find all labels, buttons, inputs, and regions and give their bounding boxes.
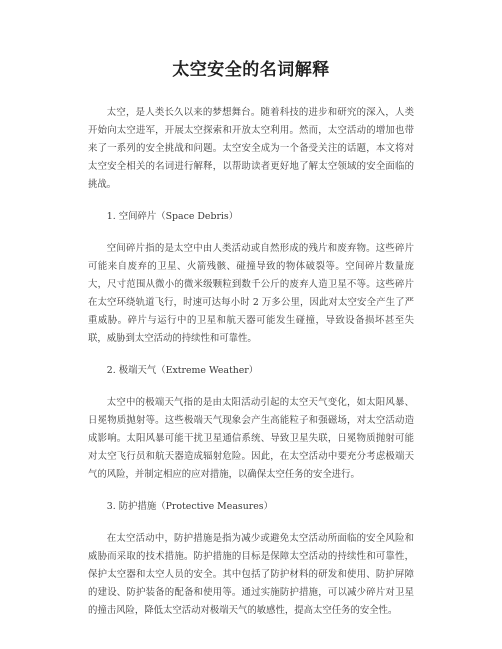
document-title: 太空安全的名词解释 — [172, 60, 330, 80]
section-extreme-weather — [88, 362, 414, 484]
section-body: 空间碎片指的是太空中由人类活动或自然形成的残片和废弃物。这些碎片可能来自废弃的卫星、火箭残骸、碰撞导致的物体破裂等。空间碎片数量庞大，尺寸范围从微小的微米级颗粒到数千公斤的废弃人造卫星不等。这些碎片在太空环绕轨道飞行，时速可达每小时 2 万多公里，因此对太空安全产生了严重威胁。碎片与运行中的卫星和航天器可能发生碰撞，导致设备损坏甚至失联，威胁到太空活动的持续性和可靠性。 — [88, 243, 414, 344]
section-heading: 1. 空间碎片（Space Debris） — [106, 211, 239, 222]
intro-paragraph: 太空，是人类长久以来的梦想舞台。随着科技的进步和研究的深入，人类开始向太空进军，开展太空探索和开放太空利用。然而，太空活动的增加也带来了一系列的安全挑战和问题。太空安全成为一个备受关注的话题，本文将对太空安全相关的名词进行解释，以帮助读者更好地了解太空领域的安全面临的挑战。 — [88, 107, 414, 190]
section-body: 太空中的极端天气指的是由太阳活动引起的太空天气变化，如太阳风暴、日冕物质抛射等。这些极端天气现象会产生高能粒子和强磁场，对太空活动造成影响。太阳风暴可能干扰卫星通信系统、导致卫星失联，日冕物质抛射可能对太空飞行员和航天器造成辐射危险。因此，在太空活动中要充分考虑极端天气的风险，并制定相应的应对措施，以确保太空任务的安全进行。 — [88, 397, 414, 480]
section-protective-measures — [88, 498, 414, 620]
section-body: 在太空活动中，防护措施是指为减少或避免太空活动所面临的安全风险和威胁而采取的技术措施。防护措施的目标是保障太空活动的持续性和可靠性，保护太空器和太空人员的安全。其中包括了防护材料的研发和使用、防护屏障的建设、防护装备的配备和使用等。通过实施防护措施，可以减少碎片对卫星的撞击风险，降低太空活动对极端天气的敏感性，提高太空任务的安全性。 — [88, 533, 414, 616]
section-space-debris — [88, 208, 414, 348]
section-heading: 3. 防护措施（Protective Measures） — [106, 501, 273, 512]
section-heading: 2. 极端天气（Extreme Weather） — [106, 365, 259, 376]
